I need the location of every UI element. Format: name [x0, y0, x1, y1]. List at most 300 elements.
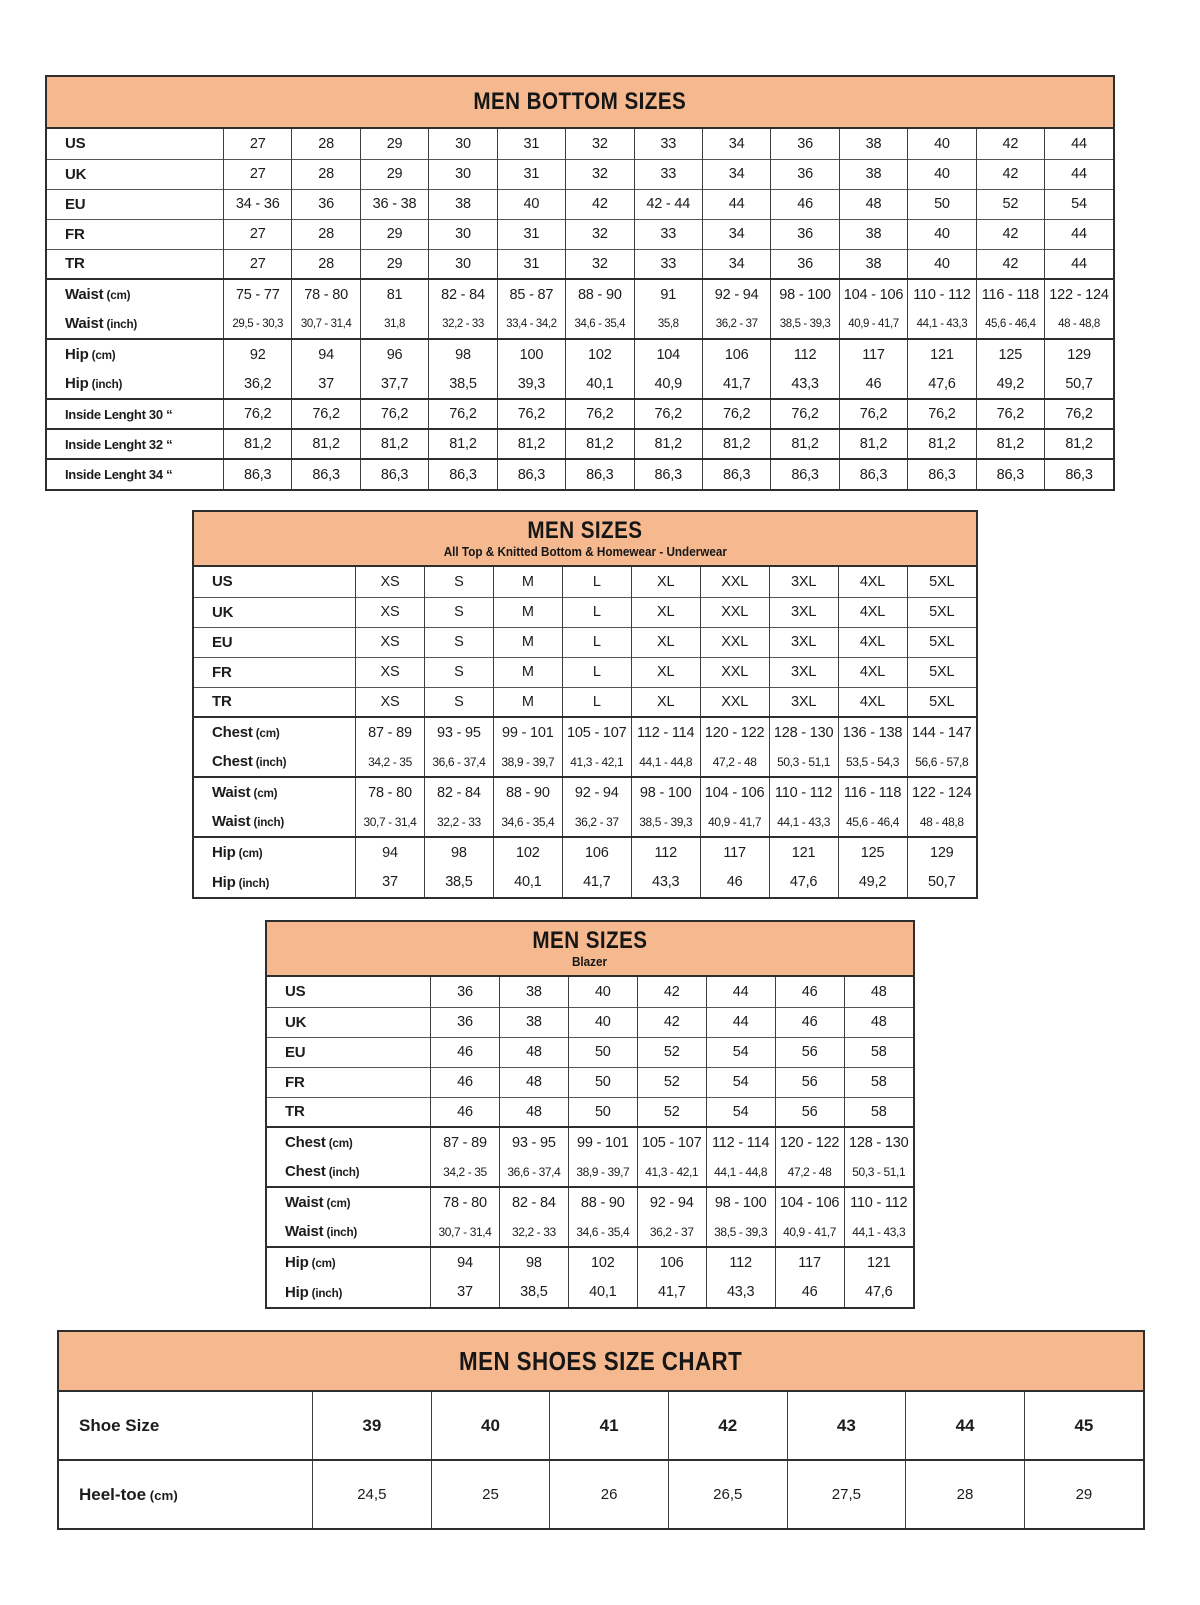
size-cell: 117 — [775, 1247, 844, 1277]
men-sizes-top-table — [192, 510, 978, 899]
size-cell: 106 — [637, 1247, 706, 1277]
size-cell: 52 — [637, 1037, 706, 1067]
size-cell: L — [562, 567, 631, 597]
size-cell: 3XL — [769, 627, 838, 657]
size-cell: 5XL — [907, 627, 976, 657]
size-cell: 112 — [706, 1247, 775, 1277]
size-cell: 31,8 — [360, 309, 428, 339]
row-label: UK — [47, 159, 224, 189]
size-cell: 37 — [356, 867, 425, 897]
row-label: US — [285, 983, 306, 1001]
size-cell: 136 - 138 — [838, 717, 907, 747]
size-cell: 38 — [429, 189, 497, 219]
size-cell: 46 — [700, 867, 769, 897]
size-cell: 36,2 - 37 — [562, 807, 631, 837]
size-cell: 102 — [493, 837, 562, 867]
size-cell: 47,6 — [844, 1277, 913, 1307]
table-row — [47, 279, 1113, 309]
size-cell: 98 — [429, 339, 497, 369]
size-cell: 34 — [702, 219, 770, 249]
size-cell: 32,2 - 33 — [499, 1217, 568, 1247]
size-cell: 81,2 — [429, 429, 497, 459]
size-cell: 4XL — [838, 657, 907, 687]
size-cell: XL — [631, 657, 700, 687]
table-row — [47, 309, 1113, 339]
table-row — [267, 1067, 913, 1097]
size-cell: 50,3 - 51,1 — [769, 747, 838, 777]
row-label: Chest (cm) — [194, 717, 356, 747]
size-cell: 106 — [702, 339, 770, 369]
size-cell: 46 — [771, 189, 839, 219]
size-cell: 38 — [499, 1007, 568, 1037]
size-cell: 5XL — [907, 567, 976, 597]
size-cell: 104 - 106 — [775, 1187, 844, 1217]
size-cell: 49,2 — [838, 867, 907, 897]
size-cell: 76,2 — [497, 399, 565, 429]
table-row — [267, 1217, 913, 1247]
table-row — [47, 339, 1113, 369]
size-cell: 112 - 114 — [706, 1127, 775, 1157]
size-cell: 42 — [976, 129, 1044, 159]
size-cell: 40,1 — [493, 867, 562, 897]
table-row — [194, 777, 976, 807]
size-cell: S — [424, 627, 493, 657]
size-cell: 3XL — [769, 687, 838, 717]
size-cell: 40 — [908, 159, 976, 189]
size-cell: 30 — [429, 249, 497, 279]
size-cell: 48 — [499, 1097, 568, 1127]
size-cell: 35,8 — [634, 309, 702, 339]
size-cell: XXL — [700, 687, 769, 717]
size-cell: 41,7 — [637, 1277, 706, 1307]
table-row — [267, 1157, 913, 1187]
size-cell: 86,3 — [908, 459, 976, 489]
size-cell: 47,6 — [908, 369, 976, 399]
size-cell: 121 — [844, 1247, 913, 1277]
size-cell: 76,2 — [702, 399, 770, 429]
size-cell: 76,2 — [908, 399, 976, 429]
size-cell: 88 - 90 — [568, 1187, 637, 1217]
size-cell: 82 - 84 — [424, 777, 493, 807]
size-cell: 92 — [224, 339, 292, 369]
size-cell: 47,6 — [769, 867, 838, 897]
size-cell: 39,3 — [497, 369, 565, 399]
size-cell: XL — [631, 567, 700, 597]
size-cell: 44,1 - 44,8 — [631, 747, 700, 777]
size-cell: 87 - 89 — [431, 1127, 500, 1157]
size-cell: 28 — [906, 1460, 1025, 1528]
table-row — [194, 657, 976, 687]
size-cell: 46 — [431, 1037, 500, 1067]
size-cell: 105 - 107 — [562, 717, 631, 747]
size-cell: 94 — [431, 1247, 500, 1277]
size-cell: 33,4 - 34,2 — [497, 309, 565, 339]
size-cell: 30 — [429, 219, 497, 249]
size-cell: 98 - 100 — [631, 777, 700, 807]
size-cell: 104 - 106 — [839, 279, 907, 309]
size-cell: 88 - 90 — [493, 777, 562, 807]
row-label: Hip (inch) — [65, 375, 123, 392]
size-cell: 81,2 — [976, 429, 1044, 459]
size-cell: 91 — [634, 279, 702, 309]
size-cell: 38 — [839, 219, 907, 249]
size-cell: 81 — [360, 279, 428, 309]
men-bottom-sizes-table — [45, 75, 1115, 491]
size-cell: 40 — [908, 129, 976, 159]
size-cell: 45,6 - 46,4 — [976, 309, 1044, 339]
size-cell: 5XL — [907, 657, 976, 687]
size-cell: 54 — [706, 1037, 775, 1067]
size-cell: 41,3 - 42,1 — [562, 747, 631, 777]
size-cell: 36,6 - 37,4 — [499, 1157, 568, 1187]
size-cell: XS — [356, 597, 425, 627]
size-cell: 37 — [431, 1277, 500, 1307]
size-cell: 27 — [224, 249, 292, 279]
size-cell: 4XL — [838, 567, 907, 597]
size-cell: 38,5 - 39,3 — [631, 807, 700, 837]
size-cell: 50 — [568, 1067, 637, 1097]
size-cell: 36 — [771, 129, 839, 159]
table-title: MEN SIZES — [532, 926, 648, 954]
size-cell: 86,3 — [1045, 459, 1113, 489]
size-cell: 78 - 80 — [292, 279, 360, 309]
table-row — [267, 1037, 913, 1067]
size-cell: 129 — [907, 837, 976, 867]
size-cell: 112 - 114 — [631, 717, 700, 747]
size-cell: 102 — [568, 1247, 637, 1277]
size-cell: 78 - 80 — [431, 1187, 500, 1217]
size-cell: 46 — [431, 1097, 500, 1127]
size-cell: XS — [356, 657, 425, 687]
size-cell: L — [562, 657, 631, 687]
size-cell: 40,1 — [566, 369, 634, 399]
size-cell: 44 — [706, 977, 775, 1007]
size-cell: 112 — [771, 339, 839, 369]
size-cell: 92 - 94 — [637, 1187, 706, 1217]
table-title: MEN SHOES SIZE CHART — [459, 1345, 743, 1376]
size-cell: 44 — [706, 1007, 775, 1037]
row-label: Shoe Size — [79, 1415, 160, 1435]
size-cell: XXL — [700, 567, 769, 597]
size-cell: 86,3 — [497, 459, 565, 489]
row-label: FR — [194, 657, 356, 687]
size-cell: 81,2 — [566, 429, 634, 459]
size-cell: 36,2 — [224, 369, 292, 399]
size-cell: 76,2 — [292, 399, 360, 429]
size-cell: 81,2 — [839, 429, 907, 459]
size-cell: 30,7 - 31,4 — [292, 309, 360, 339]
size-cell: 48 — [499, 1067, 568, 1097]
size-cell: 81,2 — [702, 429, 770, 459]
size-cell: 98 - 100 — [771, 279, 839, 309]
table-row — [47, 399, 1113, 429]
size-cell: 29 — [360, 129, 428, 159]
size-cell: 81,2 — [1045, 429, 1113, 459]
size-cell: 98 — [424, 837, 493, 867]
size-cell: 36,2 - 37 — [702, 309, 770, 339]
size-cell: 44,1 - 43,3 — [908, 309, 976, 339]
size-cell: 30 — [429, 129, 497, 159]
size-cell: XL — [631, 687, 700, 717]
size-cell: 102 — [566, 339, 634, 369]
size-cell: 40,9 — [634, 369, 702, 399]
size-cell: 47,2 - 48 — [775, 1157, 844, 1187]
men-sizes-blazer-grid — [267, 977, 913, 1307]
size-cell: 50 — [568, 1097, 637, 1127]
size-cell: 29 — [360, 219, 428, 249]
size-cell: XXL — [700, 597, 769, 627]
row-label: Chest (cm) — [267, 1127, 431, 1157]
size-cell: 76,2 — [634, 399, 702, 429]
size-cell: 48 — [839, 189, 907, 219]
size-cell: M — [493, 627, 562, 657]
table-row — [194, 747, 976, 777]
size-cell: 42 — [566, 189, 634, 219]
size-cell: 52 — [637, 1097, 706, 1127]
size-cell: 45,6 - 46,4 — [838, 807, 907, 837]
men-shoes-size-header — [59, 1332, 1143, 1392]
size-cell: 110 - 112 — [908, 279, 976, 309]
size-cell: L — [562, 597, 631, 627]
size-cell: 33 — [634, 249, 702, 279]
row-label: Heel-toe (cm) — [59, 1460, 313, 1528]
size-cell: 39 — [313, 1392, 432, 1460]
size-cell: 105 - 107 — [637, 1127, 706, 1157]
size-cell: 50,7 — [1045, 369, 1113, 399]
row-label: Chest (inch) — [212, 753, 287, 770]
size-cell: 32,2 - 33 — [429, 309, 497, 339]
size-cell: XL — [631, 597, 700, 627]
row-label: UK — [267, 1007, 431, 1037]
size-cell: 87 - 89 — [356, 717, 425, 747]
size-cell: 86,3 — [976, 459, 1044, 489]
size-cell: 34,2 - 35 — [431, 1157, 500, 1187]
row-label: TR — [47, 249, 224, 279]
size-cell: 48 — [844, 1007, 913, 1037]
size-cell: 54 — [706, 1067, 775, 1097]
size-cell: 50 — [568, 1037, 637, 1067]
size-cell: 29 — [360, 249, 428, 279]
size-cell: 94 — [356, 837, 425, 867]
row-label: TR — [194, 687, 356, 717]
row-label: Waist (inch) — [285, 1223, 358, 1240]
men-sizes-blazer-table — [265, 920, 915, 1309]
table-row — [267, 1007, 913, 1037]
size-cell: 40 — [568, 977, 637, 1007]
size-cell: 92 - 94 — [562, 777, 631, 807]
size-cell: 110 - 112 — [844, 1187, 913, 1217]
table-row — [47, 129, 1113, 159]
size-cell: 33 — [634, 219, 702, 249]
men-sizes-top-header — [194, 512, 976, 567]
size-cell: 4XL — [838, 627, 907, 657]
size-cell: 47,2 - 48 — [700, 747, 769, 777]
size-cell: 99 - 101 — [493, 717, 562, 747]
table-row — [47, 159, 1113, 189]
size-cell: 75 - 77 — [224, 279, 292, 309]
row-label: Hip (cm) — [194, 837, 356, 867]
size-cell: 33 — [634, 129, 702, 159]
size-cell: 50 — [908, 189, 976, 219]
size-cell: 42 - 44 — [634, 189, 702, 219]
size-cell: 44 — [1045, 129, 1113, 159]
size-cell: 76,2 — [976, 399, 1044, 429]
size-cell: 38,5 - 39,3 — [706, 1217, 775, 1247]
size-cell: XS — [356, 687, 425, 717]
row-label: Hip (inch) — [285, 1283, 343, 1301]
size-cell: 110 - 112 — [769, 777, 838, 807]
size-cell: 40,1 — [568, 1277, 637, 1307]
size-cell: S — [424, 567, 493, 597]
size-cell: 38 — [839, 129, 907, 159]
row-label: EU — [194, 627, 356, 657]
size-cell: 86,3 — [360, 459, 428, 489]
size-cell: 128 - 130 — [769, 717, 838, 747]
size-cell: 30,7 - 31,4 — [431, 1217, 500, 1247]
size-cell: 40 — [908, 219, 976, 249]
size-cell: 41,7 — [562, 867, 631, 897]
size-cell: S — [424, 687, 493, 717]
row-label: Hip (cm) — [47, 339, 224, 369]
size-cell: 43,3 — [631, 867, 700, 897]
size-cell: 40,9 - 41,7 — [839, 309, 907, 339]
table-row — [194, 717, 976, 747]
size-cell: 34 — [702, 129, 770, 159]
size-cell: 38,5 — [499, 1277, 568, 1307]
size-cell: 41,7 — [702, 369, 770, 399]
size-cell: 27 — [224, 159, 292, 189]
size-cell: 86,3 — [429, 459, 497, 489]
table-row — [47, 219, 1113, 249]
size-cell: 44 — [702, 189, 770, 219]
size-cell: 38,5 — [429, 369, 497, 399]
size-cell: 36 — [431, 1007, 500, 1037]
size-cell: 104 - 106 — [700, 777, 769, 807]
size-cell: 44,1 - 43,3 — [844, 1217, 913, 1247]
men-bottom-sizes-header — [47, 77, 1113, 129]
size-cell: 44 — [1045, 219, 1113, 249]
size-cell: 36 — [771, 159, 839, 189]
size-cell: 42 — [637, 1007, 706, 1037]
size-cell: XL — [631, 627, 700, 657]
size-cell: 42 — [976, 249, 1044, 279]
size-cell: 56 — [775, 1097, 844, 1127]
table-row — [59, 1460, 1143, 1528]
size-cell: 58 — [844, 1037, 913, 1067]
size-cell: 82 - 84 — [499, 1187, 568, 1217]
table-title: MEN SIZES — [527, 516, 643, 544]
size-cell: 93 - 95 — [499, 1127, 568, 1157]
table-row — [194, 807, 976, 837]
men-shoes-size-grid — [59, 1392, 1143, 1528]
row-label: EU — [267, 1037, 431, 1067]
size-cell: 106 — [562, 837, 631, 867]
size-cell: XS — [356, 567, 425, 597]
size-cell: 43 — [787, 1392, 906, 1460]
size-cell: L — [562, 687, 631, 717]
table-row — [194, 837, 976, 867]
size-cell: 53,5 - 54,3 — [838, 747, 907, 777]
size-cell: 112 — [631, 837, 700, 867]
size-cell: 28 — [292, 219, 360, 249]
size-cell: 76,2 — [429, 399, 497, 429]
size-cell: 31 — [497, 249, 565, 279]
size-cell: 28 — [292, 159, 360, 189]
size-cell: 31 — [497, 159, 565, 189]
size-cell: 31 — [497, 219, 565, 249]
size-cell: 56 — [775, 1067, 844, 1097]
size-cell: 41 — [550, 1392, 669, 1460]
size-cell: 38,5 — [424, 867, 493, 897]
size-cell: 44,1 - 43,3 — [769, 807, 838, 837]
size-cell: 49,2 — [976, 369, 1044, 399]
size-cell: 76,2 — [566, 399, 634, 429]
size-cell: 86,3 — [771, 459, 839, 489]
size-cell: 52 — [637, 1067, 706, 1097]
size-cell: 28 — [292, 249, 360, 279]
size-cell: 38,9 - 39,7 — [493, 747, 562, 777]
size-cell: 76,2 — [1045, 399, 1113, 429]
size-cell: 26,5 — [668, 1460, 787, 1528]
size-cell: 117 — [700, 837, 769, 867]
size-cell: 125 — [976, 339, 1044, 369]
men-bottom-sizes-grid — [47, 129, 1113, 489]
table-row — [47, 369, 1113, 399]
size-cell: 48 — [844, 977, 913, 1007]
row-label: Waist (inch) — [65, 315, 138, 332]
table-row — [47, 459, 1113, 489]
size-cell: 48 - 48,8 — [1045, 309, 1113, 339]
size-cell: 99 - 101 — [568, 1127, 637, 1157]
size-cell: 27,5 — [787, 1460, 906, 1528]
size-cell: 76,2 — [224, 399, 292, 429]
size-cell: 28 — [292, 129, 360, 159]
size-cell: 34,2 - 35 — [356, 747, 425, 777]
size-cell: 86,3 — [634, 459, 702, 489]
size-cell: 86,3 — [224, 459, 292, 489]
size-cell: 116 - 118 — [976, 279, 1044, 309]
size-cell: 29,5 - 30,3 — [224, 309, 292, 339]
size-cell: 3XL — [769, 657, 838, 687]
size-cell: M — [493, 597, 562, 627]
size-cell: 50,7 — [907, 867, 976, 897]
size-cell: 93 - 95 — [424, 717, 493, 747]
size-cell: 46 — [775, 977, 844, 1007]
size-cell: 38 — [499, 977, 568, 1007]
size-cell: 29 — [360, 159, 428, 189]
row-label: Waist (cm) — [267, 1187, 431, 1217]
size-cell: 86,3 — [702, 459, 770, 489]
size-cell: 34 — [702, 249, 770, 279]
size-cell: 86,3 — [566, 459, 634, 489]
size-cell: 40 — [908, 249, 976, 279]
size-cell: 32 — [566, 219, 634, 249]
size-cell: 58 — [844, 1097, 913, 1127]
size-cell: M — [493, 657, 562, 687]
size-cell: 38 — [839, 159, 907, 189]
size-cell: 40 — [568, 1007, 637, 1037]
size-cell: 3XL — [769, 567, 838, 597]
size-cell: 44,1 - 44,8 — [706, 1157, 775, 1187]
size-cell: S — [424, 657, 493, 687]
size-cell: 29 — [1024, 1460, 1143, 1528]
table-row — [194, 597, 976, 627]
size-cell: 56 — [775, 1037, 844, 1067]
size-cell: 43,3 — [771, 369, 839, 399]
size-cell: 32 — [566, 249, 634, 279]
table-row — [194, 627, 976, 657]
size-cell: 46 — [775, 1277, 844, 1307]
